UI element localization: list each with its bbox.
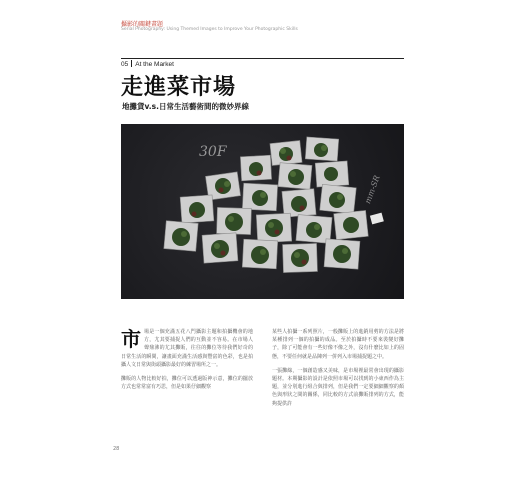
chalk-text-right: mm-SR [363,174,382,205]
white-card [370,213,384,225]
article-title: 走進菜市場 [121,75,237,100]
drop-cap: 市 [121,327,141,351]
section-divider [131,60,132,67]
paragraph [121,328,253,369]
section-rule [121,58,404,59]
magazine-page [109,10,414,485]
running-subtitle: Serial Photography: Using Themed Images to Improve Your Photographic Skills [121,27,298,32]
page-number: 28 [113,446,120,452]
article-body-left-column [121,328,253,397]
article-body-right-column [272,328,404,414]
paragraph [121,375,253,391]
paragraph-text: 一張攤綠，一個創造感又美味，是市場裡最常會出現的攝影題材。本期攝影的設計是依照市場可以找到的小東西作為主題，並分別進行組合與排列，但是我們一定要細細觀察的顏色與形狀之間的關係，同比較的方式前攤販排列的方式，能夠提供許 [272,367,404,407]
paragraph [272,328,404,361]
paragraph-text: 場是一個充滿五花八門攝影主題和拍攝機會的地方，尤其要捕捉人們的互動並不容易。在市場人聲鼎沸的尤其攤販，往往的攤位等待我們好奇的日常生活的瞬間，讓畫面充滿生活感與豐富的色彩，也是拍攝人文日常與街頭攝影最好的練習場所之一。 [121,329,253,368]
section-tag [121,60,174,68]
paragraph-text: 攤販的人物比較好拍，攤位可以透過版神示意，攤位的擺放方式也常常富有巧思，但是如果仔細觀察 [121,376,253,391]
section-number: 05 [121,61,129,68]
paragraph [272,367,404,408]
market-photo-illustration [121,124,404,299]
chalk-text-left: 30F [199,144,227,160]
article-subtitle: 地攤貨v.s.日常生活藝術間的微妙界線 [122,102,249,111]
section-name: At the Market [135,61,174,68]
paragraph-text: 某些人拍攝一系列照片，一般攤販上的進銷用剪的方法是將某種排列一個的拍攝的成品。至於拍攝時不要來裝變好攤子，除了可能會有一些好像不像之外，沒有什麼比如上的固態，不要任何就是品陳列一併列入市場捕捉題之中。 [272,329,404,360]
market-photo [121,124,404,299]
running-title: 攝影的關鍵畫題 [121,21,164,28]
